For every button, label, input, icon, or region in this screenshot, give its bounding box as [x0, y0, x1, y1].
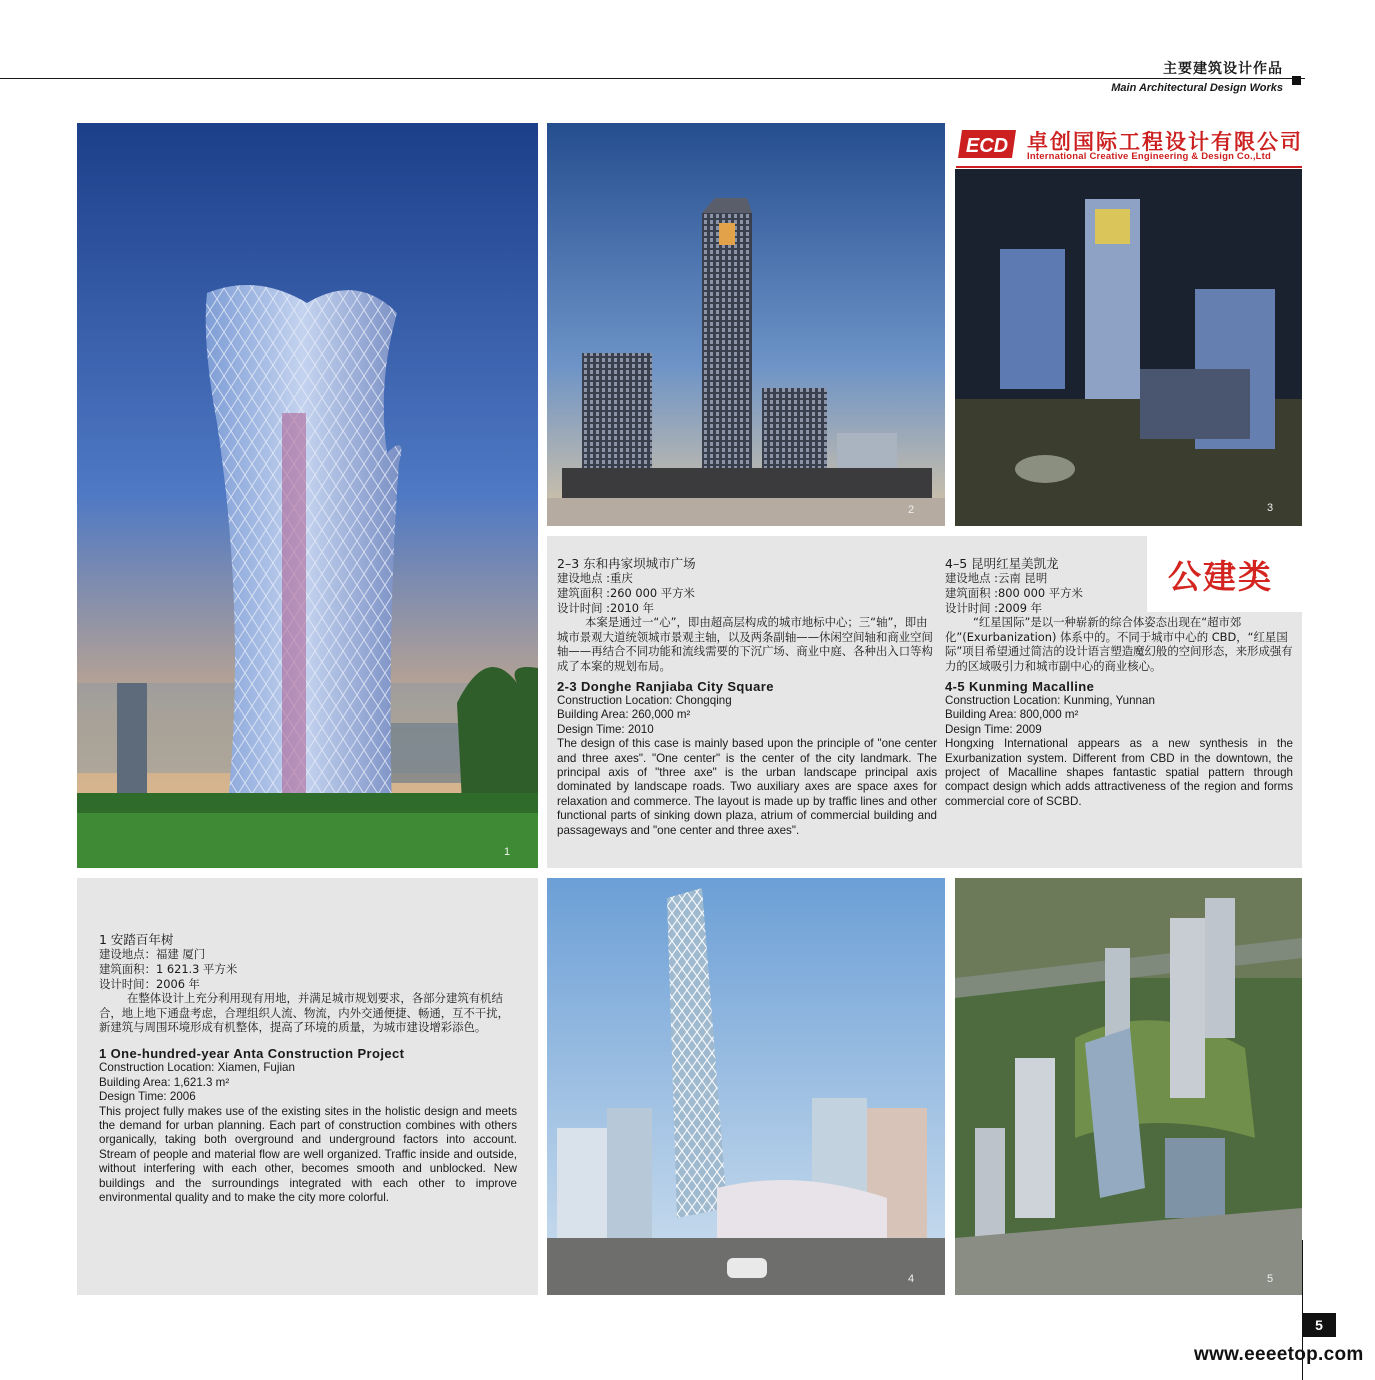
project-45-area-en: Building Area: 800,000 m²	[945, 708, 1079, 722]
project-23-area-cn: 建筑面积 :260 000 平方米	[557, 586, 695, 600]
category-label: 公建类	[1168, 557, 1273, 596]
project-23-location-cn: 建设地点 :重庆	[557, 571, 633, 586]
project-45-title-cn: 4–5 昆明红星美凯龙	[945, 556, 1059, 571]
photo-number: 2	[908, 504, 915, 516]
company-name-cn: 卓创国际工程设计有限公司	[1027, 130, 1303, 154]
photo-number: 1	[504, 846, 511, 858]
project-23-text	[557, 557, 937, 838]
project-45-time-cn: 设计时间 :2009 年	[945, 600, 1043, 615]
header-title-en: Main Architectural Design Works	[1111, 82, 1283, 94]
project-45-location-cn: 建设地点 :云南 昆明	[945, 571, 1048, 586]
photo-number: 4	[908, 1273, 915, 1285]
project-1-title-en: 1 One-hundred-year Anta Construction Project	[99, 1045, 405, 1061]
project-1-location-cn: 建设地点：福建 厦门	[99, 947, 206, 962]
header-rule	[0, 78, 1305, 79]
project-23-time-en: Design Time: 2010	[557, 722, 654, 736]
project-45-time-en: Design Time: 2009	[945, 722, 1042, 736]
footer-url: www.eeeetop.com	[1194, 1344, 1364, 1365]
project-23-title-en: 2-3 Donghe Ranjiaba City Square	[557, 678, 774, 694]
page-number: 5	[1302, 1313, 1336, 1337]
photo-4-kunming-tower	[547, 878, 945, 1295]
project-45-text	[945, 557, 1293, 809]
photo-number: 3	[1267, 502, 1274, 514]
project-45-desc-en: Hongxing International appears as a new synthesis in the Exurbanization system. Different from CBD in the downtown, the project of Macalline shapes fantastic spatial pattern through compact design which adds attractiveness of the region and forms commercial core of SCBD.	[945, 737, 1293, 808]
photo-5-kunming-aerial	[955, 878, 1302, 1295]
project-1-area-cn: 建筑面积：1 621.3 平方米	[99, 962, 238, 976]
logo-mark-text: ECD	[965, 135, 1009, 157]
project-1-location-en: Construction Location: Xiamen, Fujian	[99, 1061, 295, 1075]
project-23-time-cn: 设计时间 :2010 年	[557, 600, 655, 615]
project-1-text	[99, 933, 517, 1205]
photo-2-donghe-tower	[547, 123, 945, 526]
project-23-area-en: Building Area: 260,000 m²	[557, 708, 691, 722]
project-1-desc-cn: 在整体设计上充分利用现有用地，并满足城市规划要求，各部分建筑有机结合，地上地下通盘考虑，合理组织人流、物流，内外交通便捷、畅通，互不干扰，新建筑与周围环境形成有机整体，提高了环境的质量，为城市建设增彩添色。	[99, 991, 510, 1035]
project-23-location-en: Construction Location: Chongqing	[557, 693, 732, 707]
project-45-location-en: Construction Location: Kunming, Yunnan	[945, 693, 1155, 707]
project-1-title-cn: 1 安踏百年树	[99, 932, 174, 947]
project-1-time-en: Design Time: 2006	[99, 1090, 196, 1104]
project-45-area-cn: 建筑面积 :800 000 平方米	[945, 586, 1083, 600]
project-23-title-cn: 2–3 东和冉家坝城市广场	[557, 556, 696, 571]
photo-3-night-aerial	[955, 169, 1302, 526]
project-1-time-cn: 设计时间：2006 年	[99, 976, 200, 991]
header-title-cn: 主要建筑设计作品	[1163, 61, 1283, 77]
photo-number: 5	[1267, 1273, 1274, 1285]
company-name-en: International Creative Engineering & Design Co.,Ltd	[1027, 151, 1272, 162]
header-square-mark	[1292, 76, 1301, 85]
logo-rule	[956, 166, 1302, 168]
company-logo-mark	[956, 126, 1018, 162]
project-45-desc-cn: “红星国际”是以一种崭新的综合体姿态出现在“超市郊化”(Exurbanization) 体系中的。不同于城市中心的 CBD，“红星国际”项目希望通过简洁的设计语言塑造魔幻般的空间形态，来形成强有力的区域吸引力和城市副中心的商业核心。	[945, 615, 1293, 673]
project-23-desc-cn: 本案是通过一“心”，即由超高层构成的城市地标中心；三“轴”，即由城市景观大道统领城市景观主轴，以及两条副轴——休闲空间轴和商业空间轴——再结合不同功能和流线需要的下沉广场、商业中庭、各种出入口等构成了本案的规划布局。	[557, 615, 933, 673]
project-1-desc-en: This project fully makes use of the existing sites in the holistic design and meets the demand for urban planning. Each part of construction combines with others organically, taking both overground and underground factors into account. Stream of people and material flow are well organized. Traffic inside and outside, without interfering with each other, becomes smooth and unblocked. New buildings and the surroundings integrated with each other to improve environmental quality and to make the city more colorful.	[99, 1104, 517, 1205]
project-45-title-en: 4-5 Kunming Macalline	[945, 678, 1095, 694]
project-23-desc-en: The design of this case is mainly based upon the principle of "one center and three axes". "One center" is the center of the city landmark. The principal axis of "three axe" is the urban landscape principal axis dominated by landscape roads. Two auxiliary axes are space axes for relaxation and commerce. The layout is made up by traffic lines and other functional parts of sinking down plaza, atrium of commercial building and passageways and "one center and three axes".	[557, 737, 937, 837]
photo-1-anta-tower	[77, 123, 538, 868]
project-1-area-en: Building Area: 1,621.3 m²	[99, 1075, 230, 1089]
